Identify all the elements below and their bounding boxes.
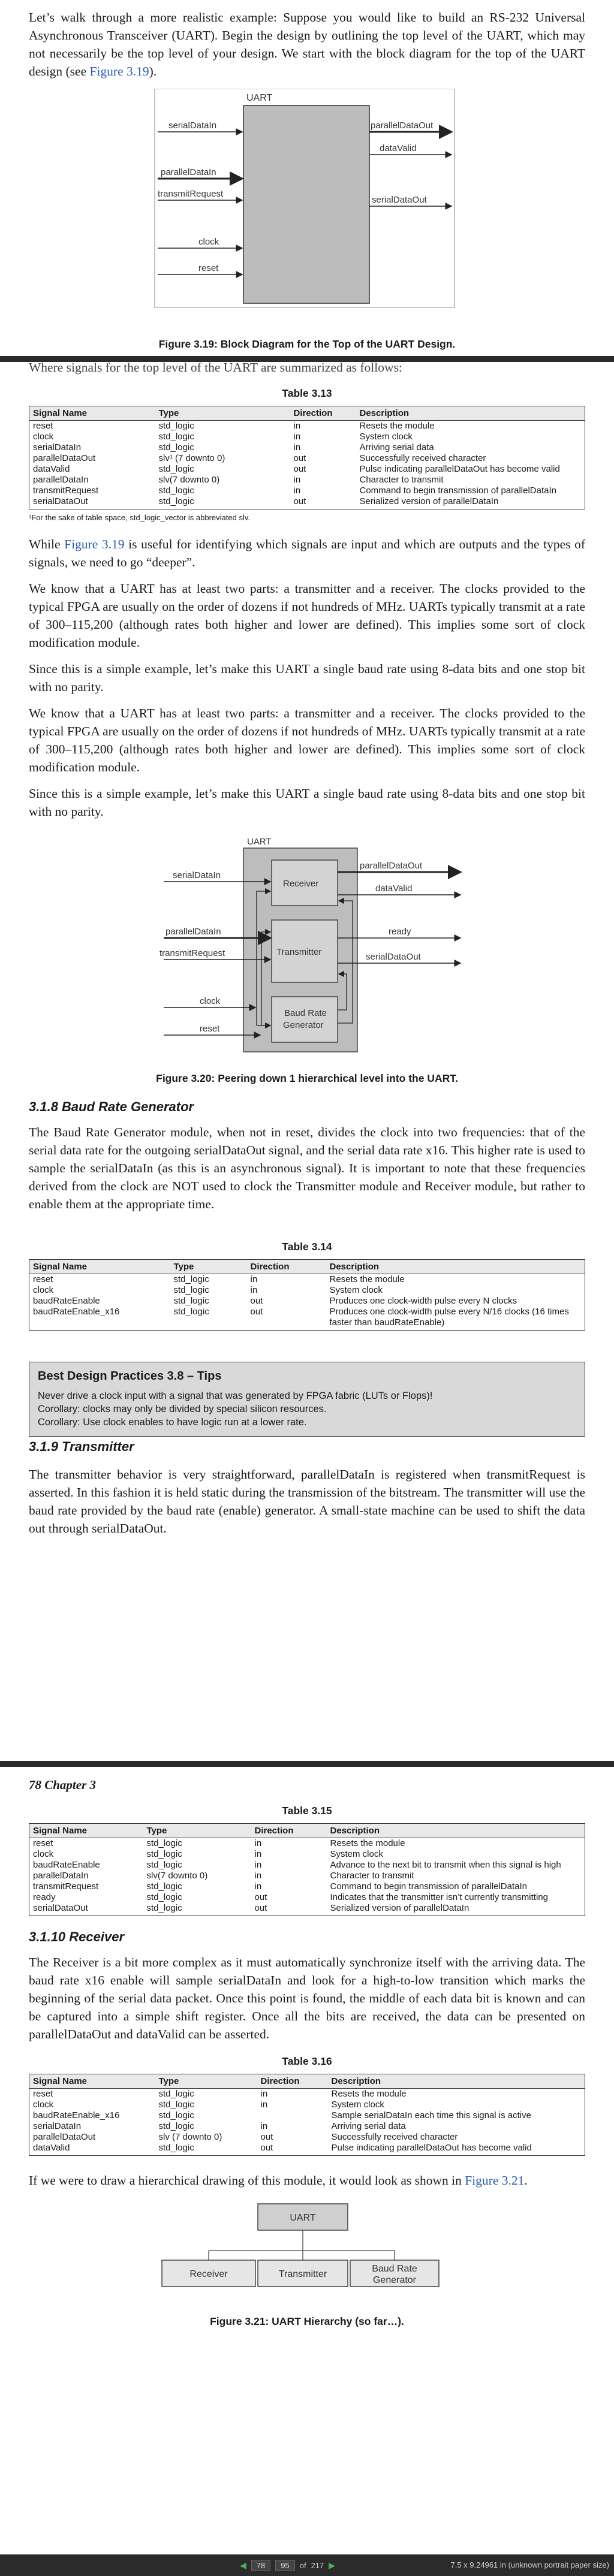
cell: std_logic bbox=[173, 1307, 209, 1317]
cell: in bbox=[293, 421, 301, 431]
cell: std_logic bbox=[146, 1903, 182, 1913]
generator-label: Generator bbox=[283, 1020, 324, 1030]
cell: clock bbox=[33, 432, 54, 442]
cell: in bbox=[260, 2089, 268, 2099]
cell: System clock bbox=[359, 432, 413, 442]
cell: std_logic bbox=[146, 1849, 182, 1859]
table-row bbox=[29, 464, 585, 475]
cell: serialDataOut bbox=[33, 496, 88, 506]
cell: std_logic bbox=[146, 1838, 182, 1848]
cell: in bbox=[293, 442, 301, 453]
cell: Arriving serial data bbox=[331, 2121, 406, 2131]
table-row bbox=[29, 2132, 585, 2143]
section-3-1-10-heading: 3.1.10 Receiver bbox=[29, 1929, 125, 1944]
figure-3-19-link[interactable]: Figure 3.19 bbox=[64, 537, 125, 551]
best-design-practices-box bbox=[29, 1362, 585, 1437]
signal-reset: reset bbox=[200, 1024, 220, 1034]
cell: Resets the module bbox=[331, 2089, 407, 2099]
table-3-15-caption: Table 3.15 bbox=[282, 1805, 332, 1817]
cell: std_logic bbox=[158, 2110, 194, 2120]
cell: Indicates that the transmitter isn’t currently transmitting bbox=[330, 1892, 548, 1902]
table-3-13-footnote: ¹For the sake of table space, std_logic_vector is abbreviated slv. bbox=[29, 513, 251, 522]
cell: baudRateEnable_x16 bbox=[33, 1307, 120, 1317]
cell: Successfully received character bbox=[359, 453, 486, 463]
cell: Command to begin transmission of parallelDataIn bbox=[330, 1881, 527, 1892]
cell: baudRateEnable_x16 bbox=[33, 2110, 120, 2120]
cell: in bbox=[260, 2121, 268, 2131]
figure-3-19-link[interactable]: Figure 3.19 bbox=[89, 64, 149, 79]
cell: Serialized version of parallelDataIn bbox=[330, 1903, 469, 1913]
signal-reset: reset bbox=[198, 263, 219, 273]
cell: in bbox=[254, 1881, 262, 1892]
figure-3-19-caption: Figure 3.19: Block Diagram for the Top of the UART Design. bbox=[158, 338, 456, 350]
cell: parallelDataIn bbox=[33, 475, 89, 485]
cell: Serialized version of parallelDataIn bbox=[359, 496, 499, 506]
header-direction: Direction bbox=[257, 2074, 328, 2089]
header-type: Type bbox=[143, 1824, 251, 1838]
table-row bbox=[29, 485, 585, 496]
transmitter-node-label: Transmitter bbox=[278, 2269, 327, 2279]
cell: ready bbox=[33, 1892, 56, 1902]
cell: slv¹ (7 downto 0) bbox=[158, 453, 225, 463]
cell: in bbox=[250, 1285, 258, 1295]
cell: in bbox=[293, 432, 301, 442]
table-row bbox=[29, 475, 585, 485]
table-row bbox=[29, 1285, 585, 1296]
paragraph-baud-rate-repeat: Since this is a simple example, let’s make this UART a single baud rate using 8-data bits and one stop bit with no parity. bbox=[29, 786, 585, 819]
cell: std_logic bbox=[146, 1881, 182, 1892]
signal-parallelDataOut: parallelDataOut bbox=[360, 861, 423, 871]
paragraph-transmitter: The transmitter behavior is very straightforward, parallelDataIn is registered when transmitRequest is asserted. In this fashion it is held static during the transmission of the bitstream. The transmitter will use the baud rate provided by the baud rate (enable) generator. A small-state machine can be used to shift the data out through serialDataOut. bbox=[29, 1467, 585, 1536]
cell: Pulse indicating parallelDataOut has become valid bbox=[359, 464, 560, 474]
table-row bbox=[29, 2110, 585, 2121]
cell: std_logic bbox=[146, 1892, 182, 1902]
uart-title: UART bbox=[247, 837, 272, 847]
cell: std_logic bbox=[173, 1296, 209, 1306]
previous-page-icon[interactable]: ◀ bbox=[240, 2560, 246, 2570]
table-3-16-caption: Table 3.16 bbox=[282, 2055, 332, 2067]
cell: Produces one clock-width pulse every N clocks bbox=[329, 1296, 517, 1306]
section-3-1-8-heading: 3.1.8 Baud Rate Generator bbox=[29, 1099, 194, 1114]
cell: parallelDataIn bbox=[33, 1871, 89, 1881]
header-signal-name: Signal Name bbox=[29, 2074, 155, 2089]
page-header: 78 Chapter 3 bbox=[29, 1778, 97, 1792]
signal-ready: ready bbox=[389, 927, 411, 937]
cell: System clock bbox=[330, 1849, 383, 1859]
table-row bbox=[29, 453, 585, 464]
receiver-label: Receiver bbox=[283, 879, 319, 889]
cell: parallelDataOut bbox=[33, 453, 96, 463]
paragraph-baud-generator: The Baud Rate Generator module, when not in reset, divides the clock into two frequencies: that of the serial data rate for the outgoing serialDataOut signal, and the serial data rate x16. This higher rate is used to sample the serialDataIn (as this is an asynchronous signal). It is important to note that these frequencies derived from the clock are NOT used to clock the Transmitter module and Receiver module, but rather to enable them at the appropriate time. bbox=[29, 1125, 585, 1211]
baud-rate-block bbox=[272, 997, 338, 1042]
cell: std_logic bbox=[158, 432, 194, 442]
bdp-line: Never drive a clock input with a signal that was generated by FPGA fabric (LUTs or Flops)! bbox=[38, 1390, 433, 1401]
table-3-13 bbox=[29, 406, 585, 509]
table-row bbox=[29, 1296, 585, 1307]
page-total: 217 bbox=[311, 2561, 324, 2570]
header-signal-name: Signal Name bbox=[29, 1260, 170, 1274]
cell: std_logic bbox=[146, 1860, 182, 1870]
figure-3-20-diagram bbox=[29, 836, 585, 1059]
cell: std_logic bbox=[158, 2100, 194, 2110]
cell: reset bbox=[33, 1838, 53, 1848]
paragraph-two-parts: We know that a UART has at least two parts: a transmitter and a receiver. The clocks provided to the typical FPGA are usually on the order of dozens if not hundreds of MHz. UARTs typically transmit at a rate of 300–115,200 (although rates both higher and lower are defined). This implies some sort of clock modification module. bbox=[29, 581, 585, 650]
bdp-heading: Best Design Practices 3.8 – Tips bbox=[38, 1370, 222, 1383]
uart-block bbox=[243, 105, 369, 303]
intro-text: Let’s walk through a more realistic example: Suppose you would like to build an RS-232 Universal Asynchronous Transceiver (UART). Begin the design by outlining the top level of the UART, which may not necessarily be the top level of your design. We start with the block diagram for the top of the UART design (see bbox=[29, 10, 585, 79]
cell: std_logic bbox=[158, 2089, 194, 2099]
paragraph-baud-rate: Since this is a simple example, let’s make this UART a single baud rate using 8-data bits and one stop bit with no parity. bbox=[29, 662, 585, 694]
paragraph-receiver: The Receiver is a bit more complex as it must automatically synchronize itself with the arriving data. The baud rate x16 enable will sample serialDataIn and look for a high-to-low transition which marks the beginning of the serial data packet. Once this point is found, the middle of each data bit is known and can be captured into a simple shift register. Once all the bits are received, the data can be presented on parallelDataOut and dataValid can be asserted. bbox=[29, 1955, 585, 2041]
cell: in bbox=[254, 1849, 262, 1859]
cell: std_logic bbox=[173, 1285, 209, 1295]
cell: Command to begin transmission of parallelDataIn bbox=[359, 485, 556, 496]
cell: reset bbox=[33, 421, 53, 431]
table-row bbox=[29, 2100, 585, 2110]
cell: transmitRequest bbox=[33, 1881, 99, 1892]
bdp-line: Corollary: Use clock enables to have logic run at a lower rate. bbox=[38, 1417, 307, 1428]
header-description: Description bbox=[356, 406, 585, 421]
cell: serialDataOut bbox=[33, 1903, 88, 1913]
page-navigation bbox=[240, 2560, 335, 2571]
table-row bbox=[29, 1860, 585, 1871]
cell: in bbox=[254, 1871, 262, 1881]
figure-3-21-diagram bbox=[29, 2203, 585, 2304]
header-direction: Direction bbox=[290, 406, 356, 421]
cell: std_logic bbox=[158, 485, 194, 496]
cell: out bbox=[254, 1903, 267, 1913]
table-header-row bbox=[29, 1824, 585, 1838]
text: . bbox=[524, 2173, 528, 2188]
cell: Pulse indicating parallelDataOut has become valid bbox=[331, 2143, 532, 2153]
table-row bbox=[29, 421, 585, 432]
page-1 bbox=[0, 0, 614, 356]
signal-parallelDataOut: parallelDataOut bbox=[371, 120, 434, 131]
table-row bbox=[29, 1871, 585, 1881]
table-row bbox=[29, 2121, 585, 2132]
cell: out bbox=[250, 1307, 263, 1317]
cell: System clock bbox=[331, 2100, 384, 2110]
cell: Resets the module bbox=[330, 1838, 405, 1848]
intro-paragraph bbox=[29, 0, 585, 80]
cell: Character to transmit bbox=[359, 475, 444, 485]
cut-line: Where signals for the top level of the UART are summarized as follows: bbox=[29, 360, 402, 375]
cell: reset bbox=[33, 2089, 53, 2099]
table-row bbox=[29, 1307, 585, 1331]
cell: parallelDataOut bbox=[33, 2132, 96, 2142]
cell: out bbox=[293, 453, 306, 463]
section-3-1-9-heading: 3.1.9 Transmitter bbox=[29, 1439, 134, 1454]
page-3 bbox=[0, 1767, 614, 2554]
table-row bbox=[29, 1274, 585, 1286]
cell: transmitRequest bbox=[33, 485, 99, 496]
table-row bbox=[29, 442, 585, 453]
receiver-node-label: Receiver bbox=[189, 2269, 228, 2279]
header-type: Type bbox=[155, 406, 290, 421]
paragraph-while bbox=[29, 535, 585, 571]
bdp-line: Corollary: clocks may only be divided by special silicon resources. bbox=[38, 1404, 327, 1414]
page-label-field[interactable]: 78 bbox=[251, 2560, 270, 2571]
table-3-16 bbox=[29, 2074, 585, 2156]
table-row bbox=[29, 2143, 585, 2156]
table-row bbox=[29, 496, 585, 509]
text: is useful for identifying which signals are input and which are outputs and the types of signals, we need to go “deeper”. bbox=[29, 537, 585, 569]
header-signal-name: Signal Name bbox=[29, 406, 155, 421]
cell: out bbox=[260, 2143, 273, 2153]
cell: clock bbox=[33, 2100, 54, 2110]
cell: dataValid bbox=[33, 2143, 70, 2153]
table-3-13-caption: Table 3.13 bbox=[282, 387, 332, 399]
paragraph-two-parts-repeat: We know that a UART has at least two parts: a transmitter and a receiver. The clocks provided to the typical FPGA are usually on the order of dozens if not hundreds of MHz. UARTs typically transmit at a rate of 300–115,200 (although rates both higher and lower are defined). This implies some sort of clock modification module. bbox=[29, 706, 585, 774]
header-description: Description bbox=[327, 1824, 585, 1838]
table-row bbox=[29, 2089, 585, 2100]
table-row bbox=[29, 1881, 585, 1892]
table-3-14 bbox=[29, 1259, 585, 1331]
header-type: Type bbox=[170, 1260, 247, 1274]
cell: out bbox=[254, 1892, 267, 1902]
signal-clock: clock bbox=[200, 996, 221, 1006]
cell: Sample serialDataIn each time this signal is active bbox=[331, 2110, 531, 2120]
cell: out bbox=[293, 464, 306, 474]
page-2 bbox=[0, 362, 614, 1761]
page-size-readout: 7.5 x 9.24961 in (unknown portrait paper size) bbox=[450, 2560, 609, 2569]
baud-rate-label: Baud Rate bbox=[284, 1008, 327, 1018]
cell: baudRateEnable bbox=[33, 1296, 100, 1306]
text: If we were to draw a hierarchical drawing of this module, it would look as shown in bbox=[29, 2173, 462, 2188]
figure-3-20-caption: Figure 3.20: Peering down 1 hierarchical level into the UART. bbox=[156, 1072, 458, 1084]
cell: Produces one clock-width pulse every N/16 clocks (16 times faster than baudRateEnable) bbox=[329, 1307, 569, 1328]
cell: in bbox=[254, 1860, 262, 1870]
cell: slv(7 downto 0) bbox=[158, 475, 220, 485]
table-header-row bbox=[29, 406, 585, 421]
baud-rate-node-label: Baud Rate bbox=[372, 2264, 417, 2274]
header-signal-name: Signal Name bbox=[29, 1824, 143, 1838]
table-row bbox=[29, 1838, 585, 1850]
cell: std_logic bbox=[158, 421, 194, 431]
cell: slv(7 downto 0) bbox=[146, 1871, 208, 1881]
signal-serialDataOut: serialDataOut bbox=[372, 195, 427, 205]
viewer-status-bar bbox=[0, 2554, 614, 2576]
signal-serialDataOut: serialDataOut bbox=[366, 952, 421, 962]
cell: std_logic bbox=[158, 2121, 194, 2131]
cell: Character to transmit bbox=[330, 1871, 414, 1881]
cell: in bbox=[260, 2100, 268, 2110]
header-direction: Direction bbox=[247, 1260, 326, 1274]
cell: Arriving serial data bbox=[359, 442, 434, 453]
cell: Resets the module bbox=[359, 421, 435, 431]
signal-transmitRequest: transmitRequest bbox=[158, 189, 224, 199]
cell: in bbox=[250, 1274, 258, 1284]
table-3-14-caption: Table 3.14 bbox=[282, 1241, 332, 1253]
cell: dataValid bbox=[33, 464, 70, 474]
cell: System clock bbox=[329, 1285, 383, 1295]
cell: serialDataIn bbox=[33, 442, 82, 453]
cell: out bbox=[250, 1296, 263, 1306]
paragraph-hierarchy bbox=[29, 2171, 585, 2189]
next-page-icon[interactable]: ▶ bbox=[329, 2560, 336, 2570]
page-number-field[interactable]: 95 bbox=[275, 2560, 294, 2571]
figure-3-19-diagram bbox=[29, 89, 585, 316]
signal-dataValid: dataValid bbox=[375, 883, 413, 894]
header-description: Description bbox=[328, 2074, 585, 2089]
header-description: Description bbox=[326, 1260, 585, 1274]
cell bbox=[257, 2110, 328, 2121]
cell: std_logic bbox=[158, 2143, 194, 2153]
signal-serialDataIn: serialDataIn bbox=[168, 120, 217, 131]
signal-clock: clock bbox=[198, 237, 219, 247]
table-3-15 bbox=[29, 1823, 585, 1916]
cell: clock bbox=[33, 1849, 54, 1859]
intro-end: ). bbox=[149, 64, 157, 79]
generator-node-label: Generator bbox=[372, 2275, 417, 2285]
cell: in bbox=[293, 485, 301, 496]
figure-3-21-link[interactable]: Figure 3.21 bbox=[465, 2173, 525, 2188]
table-row bbox=[29, 432, 585, 442]
cell: std_logic bbox=[158, 442, 194, 453]
figure-3-21-caption: Figure 3.21: UART Hierarchy (so far…). bbox=[210, 2315, 404, 2327]
cell: Resets the module bbox=[329, 1274, 405, 1284]
signal-serialDataIn: serialDataIn bbox=[173, 870, 221, 880]
cell: serialDataIn bbox=[33, 2121, 82, 2131]
uart-title: UART bbox=[246, 93, 273, 103]
page-of-label: of bbox=[299, 2561, 306, 2570]
cell: clock bbox=[33, 1285, 54, 1295]
signal-parallelDataIn: parallelDataIn bbox=[165, 927, 221, 937]
cell: reset bbox=[33, 1274, 53, 1284]
cell: in bbox=[254, 1838, 262, 1848]
text: While bbox=[29, 537, 61, 551]
cell: slv (7 downto 0) bbox=[158, 2132, 222, 2142]
signal-parallelDataIn: parallelDataIn bbox=[161, 167, 216, 177]
cell: out bbox=[260, 2132, 273, 2142]
table-header-row bbox=[29, 2074, 585, 2089]
signal-transmitRequest: transmitRequest bbox=[159, 948, 225, 958]
table-header-row bbox=[29, 1260, 585, 1274]
cell: std_logic bbox=[158, 496, 194, 506]
cell: Successfully received character bbox=[331, 2132, 458, 2142]
cell: std_logic bbox=[173, 1274, 209, 1284]
uart-root-label: UART bbox=[290, 2213, 316, 2223]
cell: baudRateEnable bbox=[33, 1860, 100, 1870]
cell: in bbox=[293, 475, 301, 485]
signal-dataValid: dataValid bbox=[380, 143, 417, 153]
table-row bbox=[29, 1849, 585, 1860]
table-row bbox=[29, 1903, 585, 1916]
cell: out bbox=[293, 496, 306, 506]
cell: std_logic bbox=[158, 464, 194, 474]
header-direction: Direction bbox=[251, 1824, 327, 1838]
transmitter-label: Transmitter bbox=[276, 947, 322, 957]
header-type: Type bbox=[155, 2074, 257, 2089]
table-row bbox=[29, 1892, 585, 1903]
cell: Advance to the next bit to transmit when this signal is high bbox=[330, 1860, 561, 1870]
